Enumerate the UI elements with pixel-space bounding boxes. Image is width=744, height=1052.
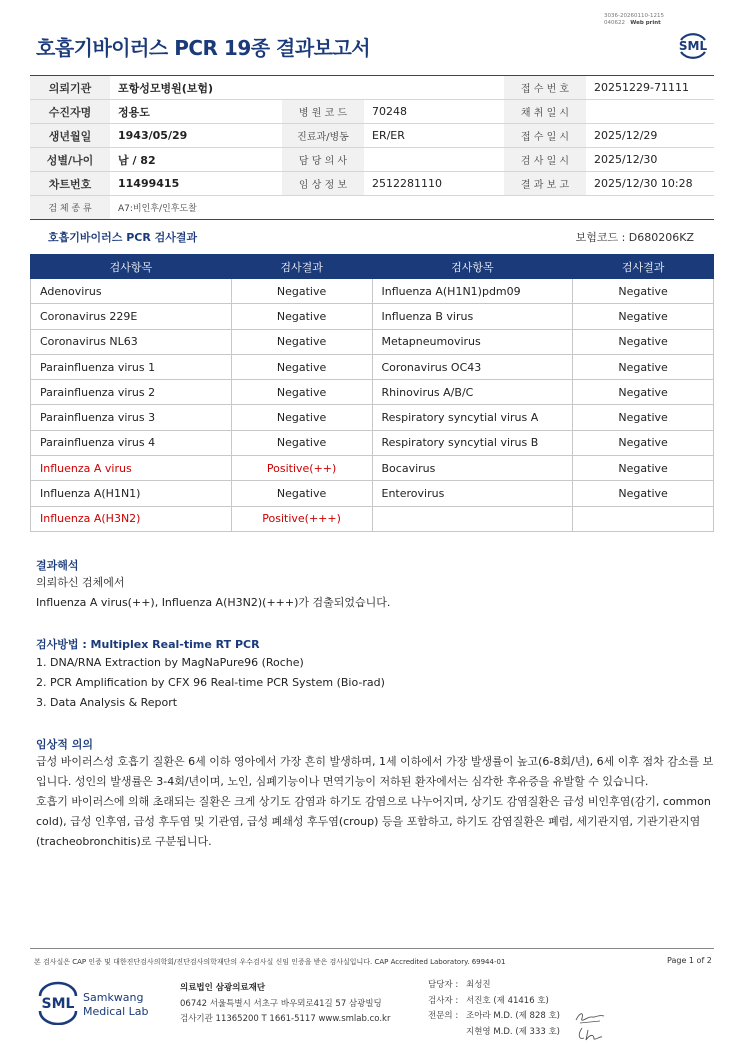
- page-number: Page 1 of 2: [667, 956, 712, 965]
- results-section-title: 호흡기바이러스 PCR 검사결과: [48, 231, 198, 244]
- test-item-result: Negative: [231, 279, 372, 304]
- header-test-result: 검사결과: [573, 255, 714, 279]
- test-date-label: 검 사 일 시: [504, 148, 586, 172]
- collection-date-label: 채 취 일 시: [504, 100, 586, 124]
- test-item-name: Influenza A(H1N1)pdm09: [372, 279, 573, 304]
- test-item-result: Negative: [231, 380, 372, 405]
- test-item-name: Coronavirus NL63: [31, 329, 232, 354]
- method-title: 검사방법 : Multiplex Real-time RT PCR: [36, 638, 260, 651]
- report-date-label: 결 과 보 고: [504, 172, 586, 196]
- test-item-name: Influenza A(H1N1): [31, 481, 232, 506]
- results-table: [30, 254, 714, 532]
- info-row: [30, 148, 714, 172]
- table-row: [31, 329, 714, 354]
- test-item-name: Adenovirus: [31, 279, 232, 304]
- interpretation-line1: 의뢰하신 검체에서: [36, 576, 125, 589]
- web-print-label: Web print: [630, 20, 661, 26]
- chart-number-value: 11499415: [110, 172, 282, 196]
- test-item-name: Respiratory syncytial virus B: [372, 430, 573, 455]
- test-item-result: Negative: [573, 405, 714, 430]
- table-row: [31, 456, 714, 481]
- samkwang-name-line2: Medical Lab: [83, 1005, 149, 1018]
- patient-name-value: 정용도: [110, 100, 282, 124]
- test-item-result: Negative: [231, 430, 372, 455]
- requesting-institution-value: 포항성모병원(보험): [110, 76, 504, 100]
- sml-logo-text: SML: [678, 39, 708, 53]
- method-step-1: 1. DNA/RNA Extraction by MagNaPure96 (Roche): [36, 656, 304, 669]
- specimen-type-value: A7:비인후/인후도찰: [110, 196, 714, 220]
- hospital-code-value: 70248: [364, 100, 504, 124]
- table-row: [31, 506, 714, 531]
- test-item-result: Negative: [231, 481, 372, 506]
- document-code: [604, 13, 664, 27]
- clinical-title: 임상적 의의: [36, 738, 93, 751]
- staff-row: [428, 994, 560, 1010]
- specimen-type-label: 검 체 종 류: [30, 196, 110, 220]
- requesting-institution-label: 의뢰기관: [30, 76, 110, 100]
- samkwang-logo-text: SML: [41, 996, 75, 1012]
- test-item-name: [372, 506, 573, 531]
- accreditation-notice: 본 검사실은 CAP 인증 및 대한진단검사의학회/진단검사의학재단의 우수검사실 신임 인증을 받은 검사실입니다. CAP Accredited Laboratory. 69944-01: [34, 958, 506, 966]
- staff-info: [428, 978, 560, 1040]
- test-item-result: Negative: [573, 354, 714, 379]
- results-section-header: [36, 229, 714, 245]
- table-row: [31, 380, 714, 405]
- method-step-3: 3. Data Analysis & Report: [36, 696, 178, 709]
- staff-row: [428, 1025, 560, 1041]
- receipt-date-label: 접 수 일 시: [504, 124, 586, 148]
- birth-date-value: 1943/05/29: [110, 124, 282, 148]
- test-item-name: Parainfluenza virus 2: [31, 380, 232, 405]
- clinical-paragraph-2: 호흡기 바이러스에 의해 초래되는 질환은 크게 상기도 감염과 하기도 감염으로 나누어지며, 상기도 감염질환은 급성 비인후염(감기, common cold), 급성 인후염, 급성 후두염 및 기관염, 급성 폐쇄성 후두염(croup) 등을 포함하고, 하기도 감염질환은 폐렴, 세기관지염, 기관기관지염(tracheobronchitis)로 구분됩니다.: [36, 795, 711, 848]
- document-code-line1: 3036-20260110-1215: [604, 13, 664, 19]
- clinical-info-label: 임 상 정 보: [282, 172, 364, 196]
- test-item-name: Influenza A(H3N2): [31, 506, 232, 531]
- samkwang-logo-icon: [36, 981, 156, 1025]
- test-item-name: Rhinovirus A/B/C: [372, 380, 573, 405]
- test-item-name: Parainfluenza virus 4: [31, 430, 232, 455]
- header-test-result: 검사결과: [231, 255, 372, 279]
- test-item-result: Negative: [573, 380, 714, 405]
- test-item-name: Parainfluenza virus 3: [31, 405, 232, 430]
- header-test-item: 검사항목: [372, 255, 573, 279]
- clinical-paragraph-1: 급성 바이러스성 호흡기 질환은 6세 이하 영아에서 가장 흔히 발생하며, 1세 이하에서 가장 발생률이 높고(6-8회/년), 6세 이후 점차 감소를 보입니다. 성인의 발생률은 3-4회/년이며, 노인, 심폐기능이나 면역기능이 저하된 환자에서는 심각한 후유증을 유발할 수 있습니다.: [36, 755, 714, 788]
- chart-number-label: 차트번호: [30, 172, 110, 196]
- sex-age-value: 남 / 82: [110, 148, 282, 172]
- table-row: [31, 481, 714, 506]
- test-item-name: Influenza B virus: [372, 304, 573, 329]
- table-row: [31, 354, 714, 379]
- footer-divider: [30, 948, 714, 949]
- test-item-name: Parainfluenza virus 1: [31, 354, 232, 379]
- test-item-result: Negative: [573, 456, 714, 481]
- doctor-label: 담 당 의 사: [282, 148, 364, 172]
- staff-row: [428, 978, 560, 994]
- collection-date-value: [586, 100, 714, 124]
- table-row: [31, 279, 714, 304]
- staff-role: 담당자 :: [428, 980, 459, 990]
- organization-contact: 검사기관 11365200 T 1661-5117 www.smlab.co.kr: [180, 1014, 391, 1024]
- test-item-result: Negative: [573, 481, 714, 506]
- document-code-line2: 040622: [604, 20, 625, 26]
- test-item-result: [573, 506, 714, 531]
- staff-name: 최성진: [466, 980, 491, 990]
- info-row: [30, 172, 714, 196]
- report-date-value: 2025/12/30 10:28: [586, 172, 714, 196]
- test-item-name: Influenza A virus: [31, 456, 232, 481]
- test-item-name: Metapneumovirus: [372, 329, 573, 354]
- table-row: [31, 304, 714, 329]
- test-item-name: Bocavirus: [372, 456, 573, 481]
- patient-name-label: 수진자명: [30, 100, 110, 124]
- test-item-result: Negative: [231, 304, 372, 329]
- staff-name: 서진호 (제 41416 호): [466, 995, 549, 1006]
- test-item-result: Negative: [231, 405, 372, 430]
- info-row: [30, 196, 714, 220]
- info-row: [30, 100, 714, 124]
- test-item-result: Negative: [573, 329, 714, 354]
- organization-info: [180, 981, 390, 1028]
- test-item-name: Respiratory syncytial virus A: [372, 405, 573, 430]
- insurance-code: 보험코드 : D680206KZ: [575, 231, 694, 244]
- test-item-result: Negative: [573, 279, 714, 304]
- staff-role: 전문의 :: [428, 1011, 459, 1021]
- receipt-number-value: 20251229-71111: [586, 76, 714, 100]
- test-item-name: Coronavirus OC43: [372, 354, 573, 379]
- clinical-info-value: 2512281110: [364, 172, 504, 196]
- test-item-result: Positive(+++): [231, 506, 372, 531]
- test-item-name: Coronavirus 229E: [31, 304, 232, 329]
- samkwang-name-line1: Samkwang: [83, 991, 144, 1004]
- info-row: [30, 76, 714, 100]
- organization-name: 의료법인 삼광의료재단: [180, 983, 266, 993]
- test-item-result: Negative: [573, 430, 714, 455]
- test-item-result: Negative: [231, 354, 372, 379]
- results-header-row: [31, 255, 714, 279]
- interpretation-title: 결과해석: [36, 559, 79, 572]
- department-value: ER/ER: [364, 124, 504, 148]
- staff-role: 검사자 :: [428, 995, 459, 1006]
- staff-row: [428, 1009, 560, 1025]
- staff-name: 지현영 M.D. (제 333 호): [466, 1026, 561, 1037]
- sex-age-label: 성별/나이: [30, 148, 110, 172]
- test-date-value: 2025/12/30: [586, 148, 714, 172]
- receipt-number-label: 접 수 번 호: [504, 76, 586, 100]
- table-row: [31, 430, 714, 455]
- method-step-2: 2. PCR Amplification by CFX 96 Real-time PCR System (Bio-rad): [36, 676, 385, 689]
- test-item-result: Negative: [231, 329, 372, 354]
- birth-date-label: 생년월일: [30, 124, 110, 148]
- report-title: 호흡기바이러스 PCR 19종 결과보고서: [36, 36, 371, 60]
- test-item-name: Enterovirus: [372, 481, 573, 506]
- doctor-value: [364, 148, 504, 172]
- info-row: [30, 124, 714, 148]
- hospital-code-label: 병 원 코 드: [282, 100, 364, 124]
- receipt-date-value: 2025/12/29: [586, 124, 714, 148]
- organization-address: 06742 서울특별시 서초구 바우뫼로41길 57 삼광빌딩: [180, 998, 382, 1009]
- header-test-item: 검사항목: [31, 255, 232, 279]
- table-row: [31, 405, 714, 430]
- interpretation-line2: Influenza A virus(++), Influenza A(H3N2)(+++)가 검출되었습니다.: [36, 596, 391, 609]
- department-label: 진료과/병동: [282, 124, 364, 148]
- test-item-result: Positive(++): [231, 456, 372, 481]
- test-item-result: Negative: [573, 304, 714, 329]
- staff-role: [428, 1025, 466, 1041]
- sml-logo-icon: [673, 26, 713, 64]
- patient-info-table: [30, 75, 714, 220]
- staff-name: 조아라 M.D. (제 828 호): [466, 1011, 561, 1021]
- signature-2-icon: [572, 1024, 608, 1044]
